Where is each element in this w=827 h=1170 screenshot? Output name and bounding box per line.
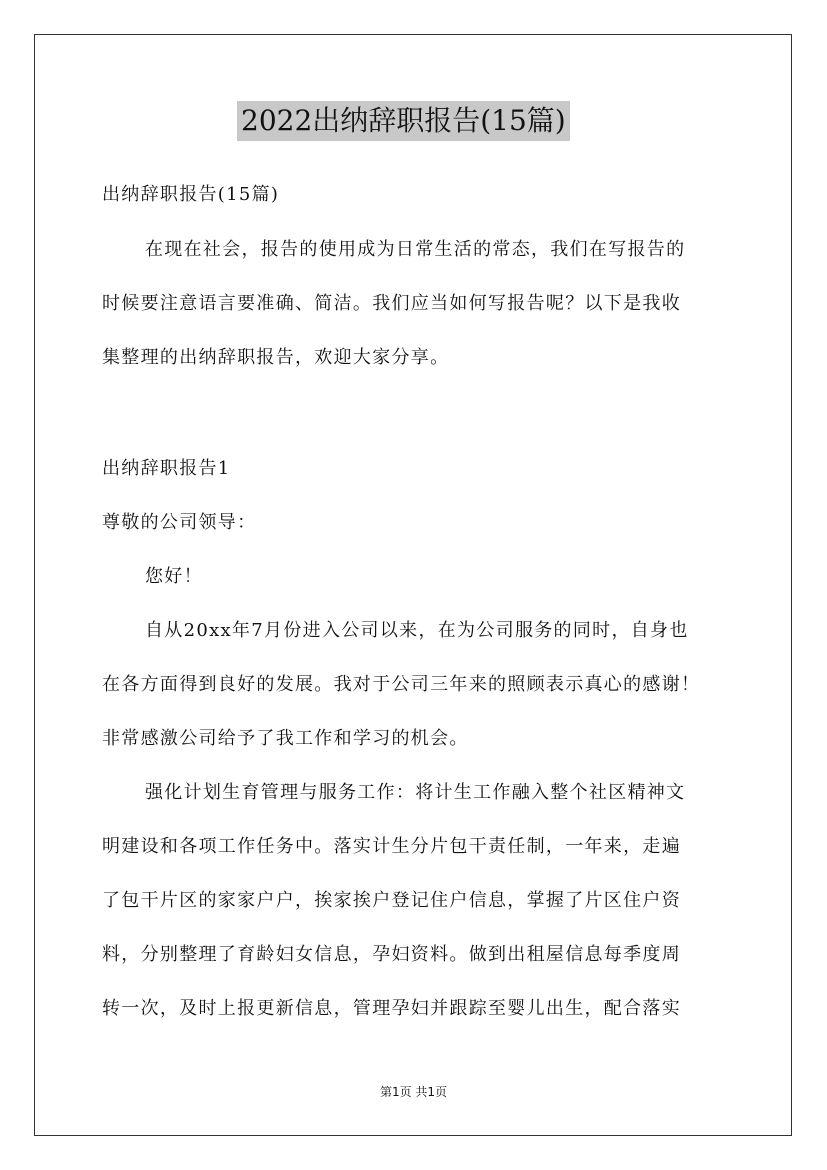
intro-line-3: 集整理的出纳辞职报告，欢迎大家分享。 bbox=[102, 347, 450, 368]
para2-line-3: 了包干片区的家家户户，挨家挨户登记住户信息，掌握了片区住户资 bbox=[102, 890, 681, 911]
intro-line-2: 时候要注意语言要准确、简洁。我们应当如何写报告呢？以下是我收 bbox=[102, 293, 681, 314]
document-title: 2022出纳辞职报告(15篇) bbox=[237, 101, 570, 141]
para1-line-2: 在各方面得到良好的发展。我对于公司三年来的照顾表示真心的感谢！ bbox=[102, 674, 701, 695]
para2-line-1: 强化计划生育管理与服务工作：将计生工作融入整个社区精神文 bbox=[145, 782, 686, 803]
para2-line-4: 料，分别整理了育龄妇女信息，孕妇资料。做到出租屋信息每季度周 bbox=[102, 944, 681, 965]
intro-line-1: 在现在社会，报告的使用成为日常生活的常态，我们在写报告的 bbox=[145, 239, 686, 260]
para2-line-2: 明建设和各项工作任务中。落实计生分片包干责任制，一年来，走遍 bbox=[102, 836, 681, 857]
page-footer: 第1页 共1页 bbox=[379, 1085, 448, 1099]
para2-line-5: 转一次，及时上报更新信息，管理孕妇并跟踪至婴儿出生，配合落实 bbox=[102, 998, 681, 1019]
section-heading: 出纳辞职报告1 bbox=[102, 458, 231, 479]
para1-line-1: 自从20xx年7月份进入公司以来，在为公司服务的同时，自身也 bbox=[145, 620, 689, 641]
greeting: 您好！ bbox=[145, 566, 203, 587]
document-subtitle: 出纳辞职报告(15篇) bbox=[102, 184, 280, 205]
salutation: 尊敬的公司领导： bbox=[102, 512, 257, 533]
para1-line-3: 非常感激公司给予了我工作和学习的机会。 bbox=[102, 728, 469, 749]
